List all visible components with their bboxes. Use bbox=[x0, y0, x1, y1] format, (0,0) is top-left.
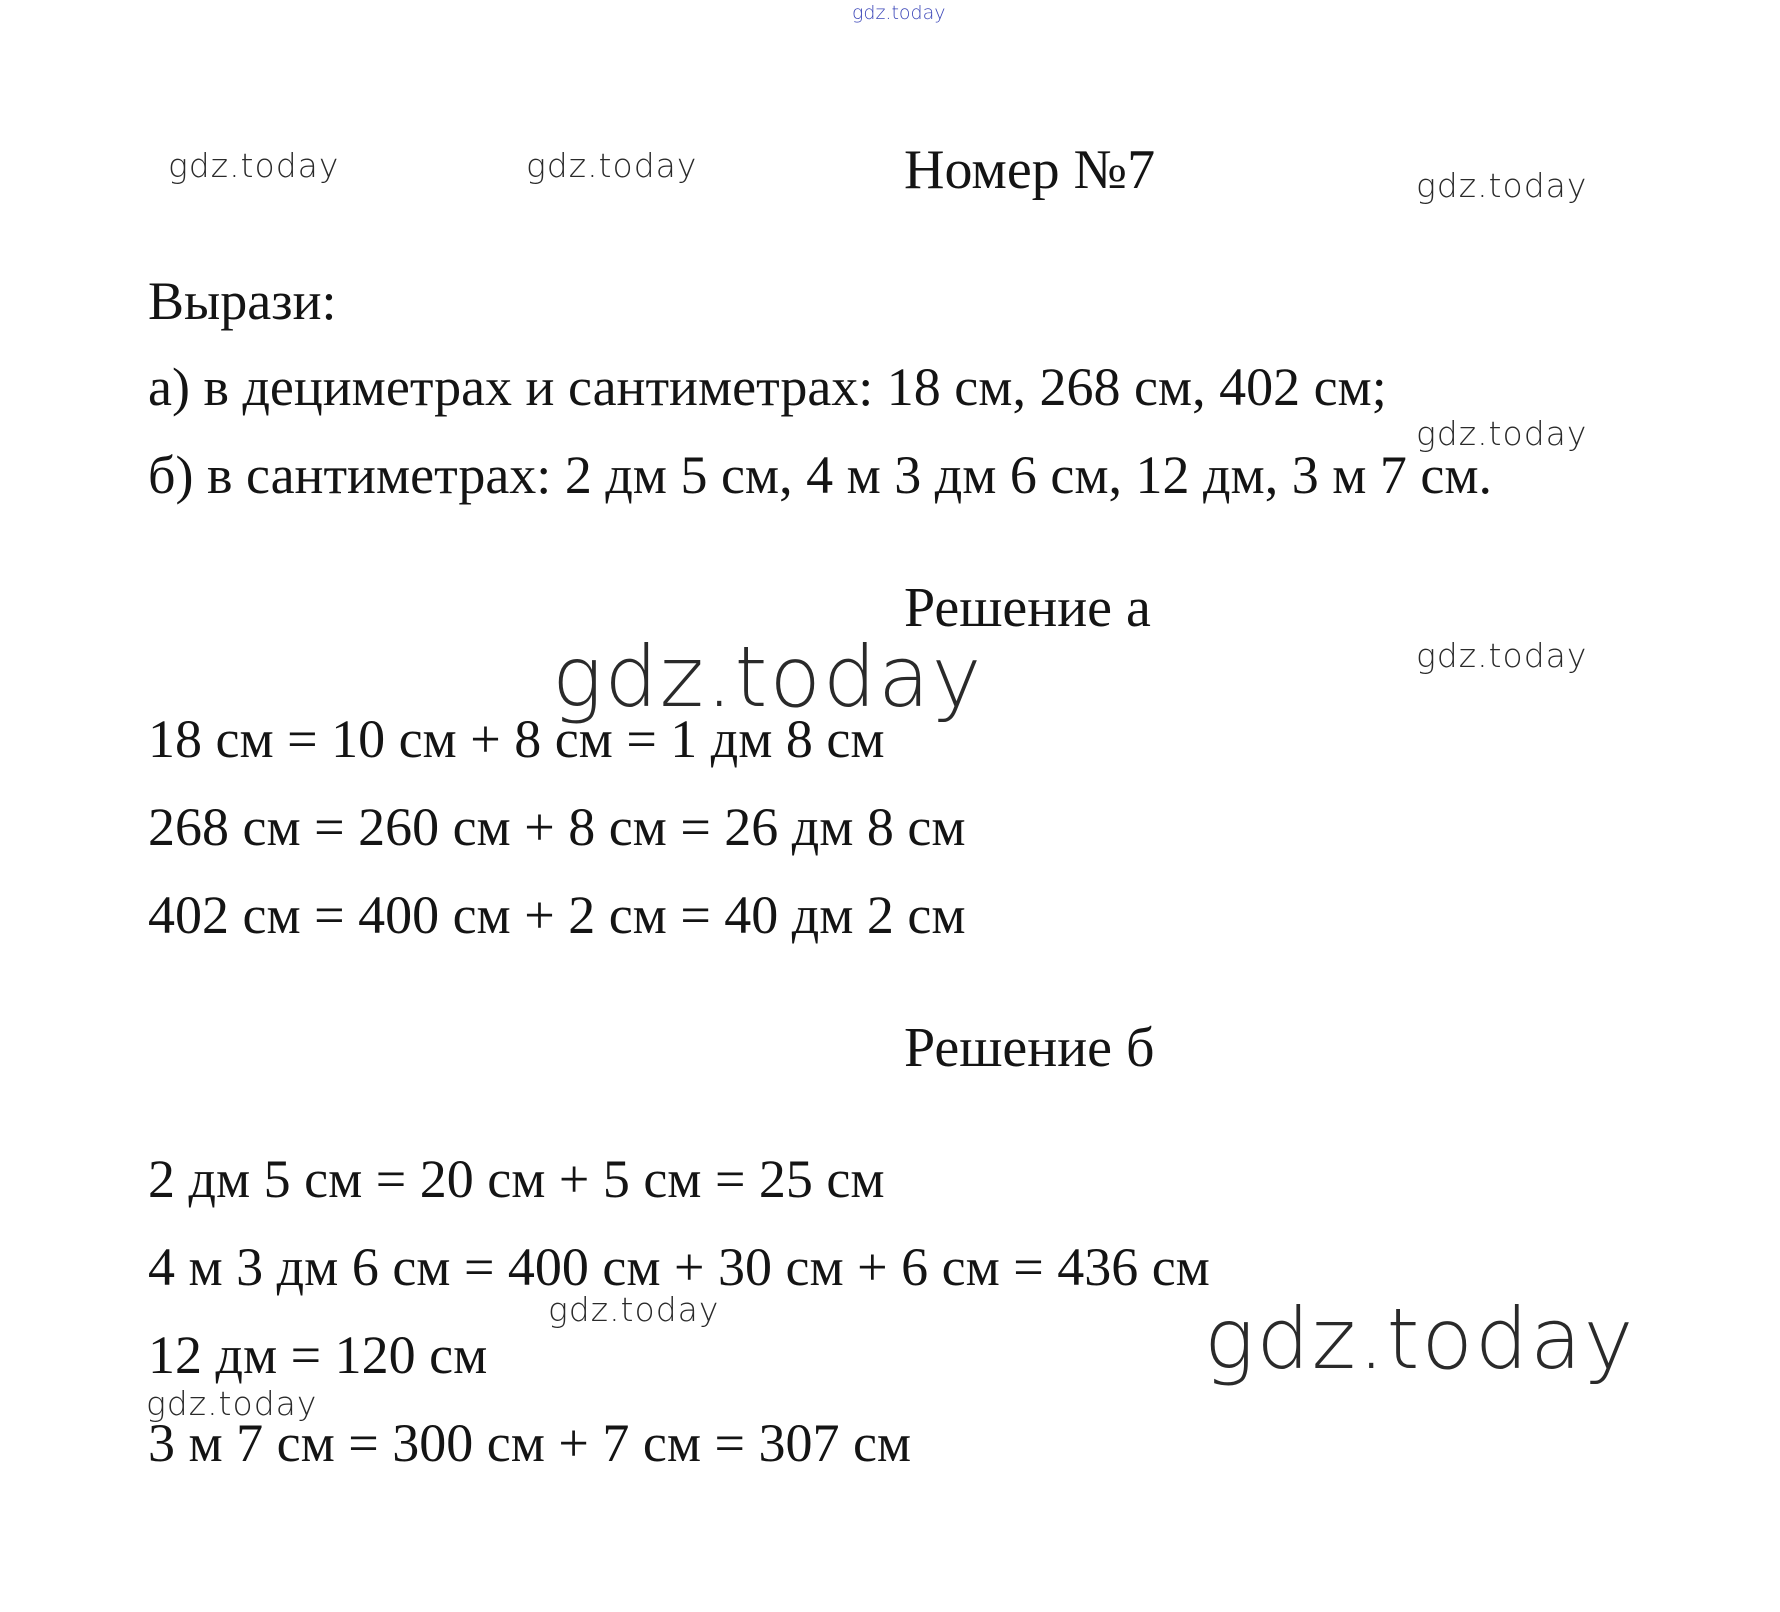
solution-a-heading: Решение а bbox=[904, 577, 1151, 639]
solution-b-line-1: 2 дм 5 см = 20 см + 5 см = 25 см bbox=[148, 1149, 885, 1209]
solution-b-line-3: 12 дм = 120 см bbox=[148, 1325, 488, 1385]
watermark-task: gdz.today bbox=[1416, 414, 1588, 453]
watermark-large-2: gdz.today bbox=[1204, 1290, 1636, 1388]
watermark-header-3: gdz.today bbox=[1416, 166, 1588, 205]
watermark-header-2: gdz.today bbox=[526, 146, 698, 185]
solution-b-heading: Решение б bbox=[904, 1017, 1155, 1079]
task-part-b: б) в сантиметрах: 2 дм 5 см, 4 м 3 дм 6 см, 12 дм, 3 м 7 см. bbox=[148, 445, 1493, 505]
watermark-solution-a: gdz.today bbox=[1416, 636, 1588, 675]
solution-b-line-4: 3 м 7 см = 300 см + 7 см = 307 см bbox=[148, 1413, 912, 1473]
solution-b-line-2: 4 м 3 дм 6 см = 400 см + 30 см + 6 см = 436 см bbox=[148, 1237, 1210, 1297]
watermark-solution-b-1: gdz.today bbox=[548, 1290, 720, 1329]
watermark-top: gdz.today bbox=[852, 2, 946, 24]
solution-a-line-3: 402 см = 400 см + 2 см = 40 дм 2 см bbox=[148, 885, 966, 945]
solution-a-line-1: 18 см = 10 см + 8 см = 1 дм 8 см bbox=[148, 709, 885, 769]
watermark-solution-b-2: gdz.today bbox=[146, 1384, 318, 1423]
page-title: Номер №7 bbox=[904, 139, 1156, 201]
watermark-large-1: gdz.today bbox=[552, 628, 984, 726]
watermark-header-1: gdz.today bbox=[168, 146, 340, 185]
task-intro: Вырази: bbox=[148, 271, 337, 331]
task-part-a: а) в дециметрах и сантиметрах: 18 см, 268 см, 402 см; bbox=[148, 357, 1387, 417]
solution-a-line-2: 268 см = 260 см + 8 см = 26 дм 8 см bbox=[148, 797, 966, 857]
